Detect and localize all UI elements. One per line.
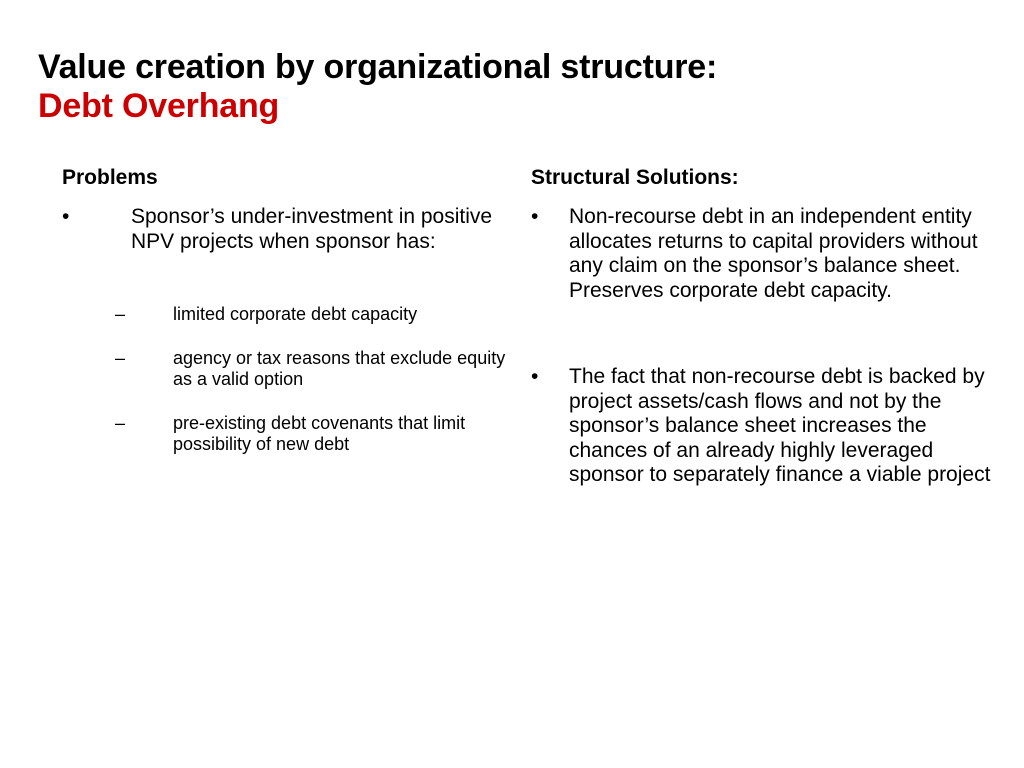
bullet-marker: • [531,205,539,228]
bullet-marker: • [531,365,539,388]
dash-marker: – [115,348,126,368]
problems-sub-item [115,304,515,325]
bullet-marker: • [62,205,70,228]
solutions-bullet-text: Non-recourse debt in an independent entity allocates returns to capital providers without any claim on the sponsor’s balance sheet. Preserves corporate debt capacity. [569,205,978,302]
problems-bullet [62,205,502,254]
problems-sub-item-text: agency or tax reasons that exclude equity as a valid option [173,348,506,389]
problems-bullet-text: Sponsor’s under-investment in positive NPV projects when sponsor has: [131,205,493,253]
problems-sub-item [115,348,515,390]
problems-sub-item-text: limited corporate debt capacity [173,304,418,324]
solutions-bullet-text: The fact that non-recourse debt is backed by project assets/cash flows and not by the sponsor’s balance sheet increases the chances of an already highly leveraged sponsor to separately finance a viable project [569,365,991,486]
slide-title [38,48,717,126]
problems-sub-item [115,413,515,455]
slide-title-main: Value creation by organizational structure: [38,48,718,86]
slide-subtitle: Debt Overhang [38,87,280,125]
dash-marker: – [115,304,126,324]
solutions-heading: Structural Solutions: [531,166,739,189]
problems-heading: Problems [62,166,158,189]
solutions-bullet [531,365,1001,488]
problems-sub-item-text: pre-existing debt covenants that limit possibility of new debt [173,413,466,454]
solutions-bullet [531,205,1001,303]
dash-marker: – [115,413,126,433]
